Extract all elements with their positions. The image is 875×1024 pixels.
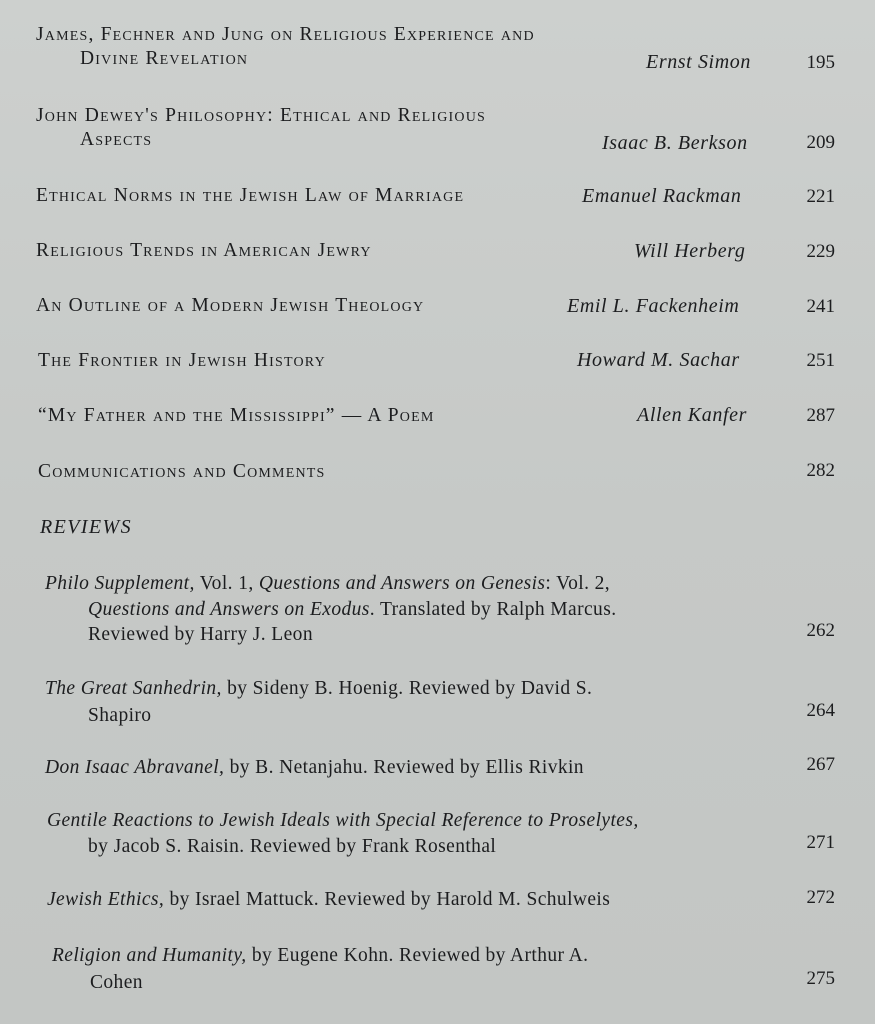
review-book-title: Questions and Answers on Genesis	[258, 573, 546, 594]
review-book-title: The Great Sanhedrin,	[45, 678, 222, 699]
review-line	[47, 887, 610, 913]
page-number: 221	[806, 186, 835, 207]
review-book-title: Religion and Humanity,	[52, 945, 247, 966]
review-text: Shapiro	[88, 705, 152, 726]
review-line	[88, 597, 616, 623]
article-title-line: Communications and Comments	[38, 461, 326, 482]
page-number: 229	[806, 241, 835, 262]
review-book-title: Questions and Answers on Exodus	[88, 599, 370, 620]
review-line	[45, 571, 610, 597]
article-author: Emil L. Fackenheim	[567, 295, 740, 317]
article-author: Isaac B. Berkson	[602, 132, 748, 154]
review-text: by Jacob S. Raisin. Reviewed by Frank Rosenthal	[88, 836, 497, 857]
review-text: by Eugene Kohn. Reviewed by Arthur A.	[246, 945, 589, 966]
review-text: by Israel Mattuck. Reviewed by Harold M. Schulweis	[164, 889, 611, 910]
page-number: 262	[806, 620, 835, 641]
review-line	[52, 943, 588, 969]
review-text: . Translated by Ralph Marcus.	[369, 599, 617, 620]
page-number: 272	[806, 887, 835, 908]
review-line	[45, 755, 584, 781]
review-text: Cohen	[90, 972, 143, 993]
page-number: 209	[806, 132, 835, 153]
page-number: 195	[806, 52, 835, 73]
article-title-line: John Dewey's Philosophy: Ethical and Religious	[36, 105, 487, 126]
review-book-title: Gentile Reactions to Jewish Ideals with Special Reference to Proselytes,	[47, 810, 639, 831]
page-number: 264	[806, 700, 835, 721]
review-text: : Vol. 2,	[545, 573, 611, 594]
review-book-title: Jewish Ethics,	[47, 889, 165, 910]
article-author: Allen Kanfer	[637, 404, 747, 426]
review-line	[45, 676, 592, 702]
page-number: 282	[806, 460, 835, 481]
article-author: Will Herberg	[634, 240, 746, 262]
article-author: Ernst Simon	[646, 51, 751, 73]
page-number: 267	[806, 754, 835, 775]
article-title-line: Religious Trends in American Jewry	[36, 240, 372, 261]
article-author: Howard M. Sachar	[577, 349, 740, 371]
review-line	[90, 970, 143, 996]
article-title-line: An Outline of a Modern Jewish Theology	[36, 295, 425, 316]
reviews-heading: REVIEWS	[40, 516, 132, 538]
review-text: Vol. 1,	[194, 573, 259, 594]
article-title-line: Aspects	[80, 129, 153, 150]
review-line	[88, 622, 313, 648]
review-line	[47, 808, 639, 834]
review-book-title: Don Isaac Abravanel,	[45, 757, 225, 778]
review-line	[88, 703, 151, 729]
review-book-title: Philo Supplement,	[45, 573, 195, 594]
review-text: Reviewed by Harry J. Leon	[88, 624, 313, 645]
page-number: 275	[806, 968, 835, 989]
article-title-line: James, Fechner and Jung on Religious Experience and	[36, 24, 535, 45]
page-number: 271	[806, 832, 835, 853]
article-title-line: Ethical Norms in the Jewish Law of Marriage	[36, 185, 465, 206]
article-title-line: “My Father and the Mississippi” — A Poem	[38, 405, 435, 426]
review-text: by B. Netanjahu. Reviewed by Ellis Rivkin	[224, 757, 584, 778]
review-line	[88, 834, 496, 860]
article-title-line: The Frontier in Jewish History	[38, 350, 326, 371]
article-title-line: Divine Revelation	[80, 48, 249, 69]
review-text: by Sideny B. Hoenig. Reviewed by David S.	[221, 678, 593, 699]
page-number: 251	[806, 350, 835, 371]
page-number: 287	[806, 405, 835, 426]
page-number: 241	[806, 296, 835, 317]
article-author: Emanuel Rackman	[582, 185, 742, 207]
